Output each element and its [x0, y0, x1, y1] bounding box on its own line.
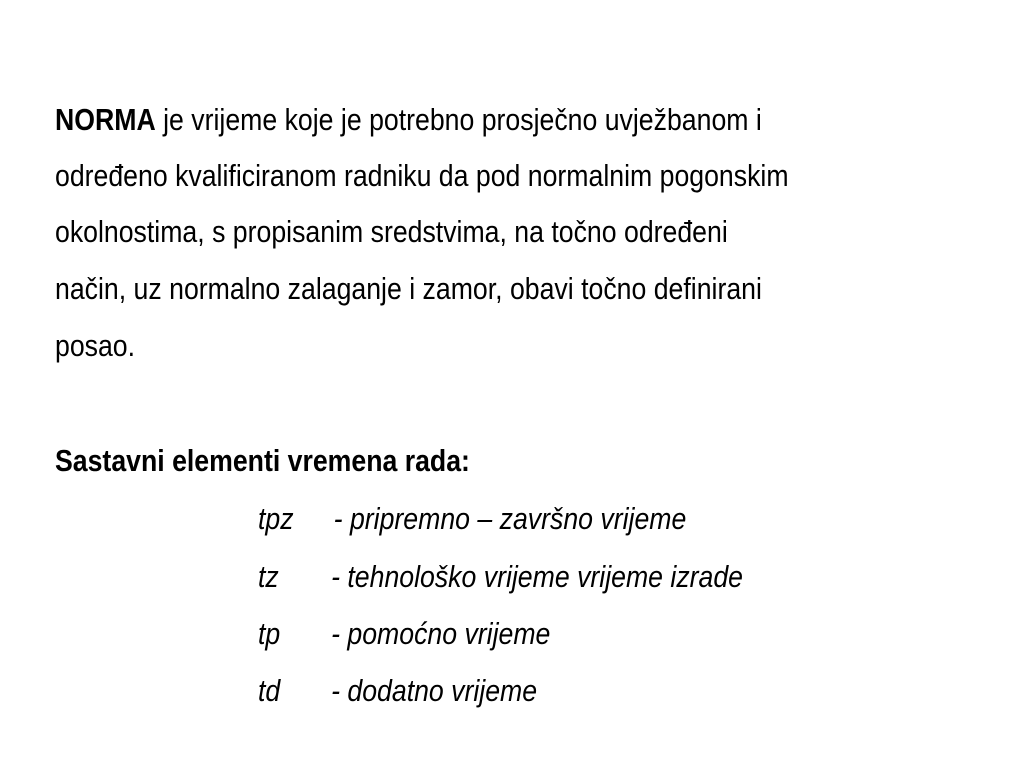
- component-symbol: td: [258, 673, 281, 708]
- component-symbol: tp: [258, 616, 281, 651]
- term-norma: NORMA: [55, 102, 156, 137]
- definition-line-4: način, uz normalno zalaganje i zamor, obavi točno definirani: [55, 271, 762, 306]
- component-item-tpz: [258, 499, 687, 539]
- definition-line-2: određeno kvalificiranom radniku da pod normalnim pogonskim: [55, 158, 789, 193]
- component-description: - tehnološko vrijeme vrijeme izrade: [331, 559, 744, 594]
- component-item-tp: [258, 614, 551, 654]
- definition-line-3: okolnostima, s propisanim sredstvima, na točno određeni: [55, 214, 728, 249]
- component-symbol: tz: [258, 559, 279, 594]
- definition-line-1: [55, 100, 762, 140]
- component-symbol: tpz: [258, 501, 294, 536]
- component-description: - pripremno – završno vrijeme: [333, 501, 687, 536]
- component-description: - dodatno vrijeme: [331, 673, 538, 708]
- component-item-td: [258, 671, 538, 711]
- definition-line-5: posao.: [55, 328, 136, 363]
- component-description: - pomoćno vrijeme: [331, 616, 551, 651]
- components-heading: Sastavni elementi vremena rada:: [55, 443, 470, 478]
- component-item-tz: [258, 557, 744, 597]
- definition-line-1-text: je vrijeme koje je potrebno prosječno uvježbanom i: [155, 102, 762, 137]
